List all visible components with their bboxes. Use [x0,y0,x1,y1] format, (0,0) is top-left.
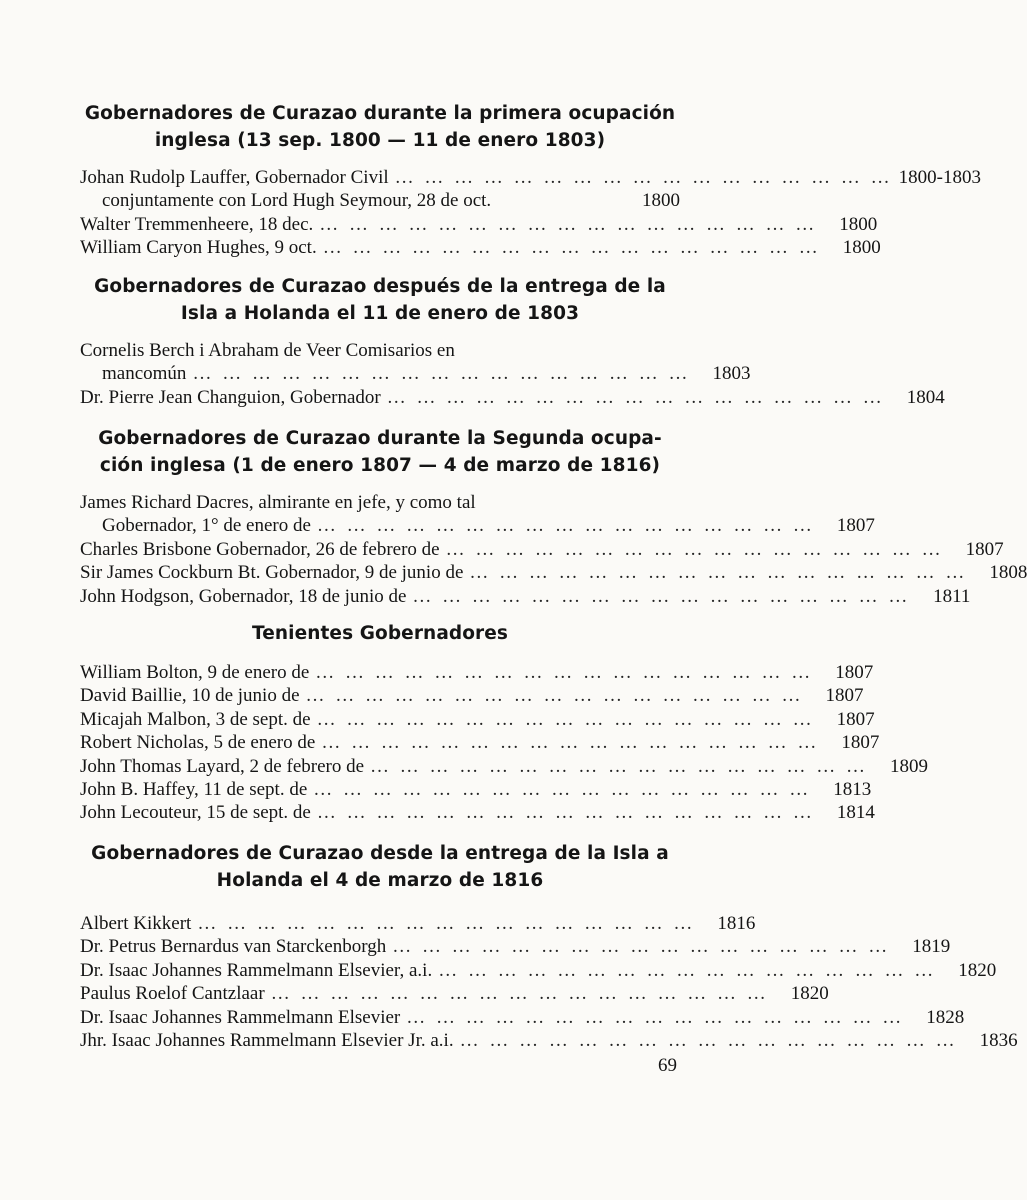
heading-line: ción inglesa (1 de enero 1807 — 4 de marzo de 1816) [99,455,661,476]
entry-year: 1809 [890,755,929,777]
entry-name: David Baillie, 10 de junio de [80,685,300,707]
entry-year: 1820 [958,959,997,981]
dot-leader [311,801,821,824]
heading-line: Gobernadores de Curazao desde la entrega de la Isla a [91,843,669,864]
section-second-english-occupation [80,425,1027,608]
dot-leader [386,935,896,958]
entry-year: 1813 [833,779,872,801]
entry-year: 1804 [906,386,945,408]
section-after-delivery-1816 [80,840,1018,1052]
entry-name: John Lecouteur, 15 de sept. de [80,802,311,824]
list-item [80,386,945,409]
entry-year: 1811 [933,585,971,607]
list-item [80,561,1027,584]
entry-year: 1807 [836,515,875,537]
dot-leader [313,213,823,236]
heading-line: Gobernadores de Curazao después de la entrega de la [94,276,666,297]
section-heading [80,273,680,327]
entry-name: John Thomas Layard, 2 de febrero de [80,755,365,777]
entry-name: Dr. Pierre Jean Changuion, Gobernador [80,386,381,408]
list-item [80,959,997,982]
entry-name: Walter Tremmenheere, 18 dec. [80,213,314,235]
entry-year: 1808 [989,562,1027,584]
list-item [80,236,881,259]
list-item [80,684,864,707]
list-item [80,1029,1018,1052]
heading-line: Gobernadores de Curazao durante la Segunda ocupa- [98,428,662,449]
dot-leader [315,731,825,754]
entry-year: 1807 [965,538,1004,560]
entry-name: Jhr. Isaac Johannes Rammelmann Elsevier Jr. a.i. [80,1030,454,1052]
governor-list [80,661,929,825]
section-lieutenant-governors [80,620,929,825]
dot-leader [463,561,973,584]
entry-name: Sir James Cockburn Bt. Gobernador, 9 de junio de [80,562,464,584]
heading-line: inglesa (13 sep. 1800 — 11 de enero 1803) [154,130,606,151]
list-item [80,585,971,608]
governor-list [80,166,981,260]
entry-name-line: James Richard Dacres, almirante en jefe, y como tal [80,492,476,513]
entry-year: 1807 [825,685,864,707]
heading-line: Isla a Holanda el 11 de enero de 1803 [180,303,580,324]
entry-name: Gobernador, 1° de enero de [102,515,311,537]
entry-year: 1800 [642,190,680,212]
entry-name: William Caryon Hughes, 9 oct. [80,237,317,259]
dot-leader [265,982,775,1005]
list-item [80,731,880,754]
entry-name: mancomún [102,363,187,385]
dot-leader [400,1006,910,1029]
dot-leader [311,514,821,537]
entry-year: 1800 [842,237,881,259]
dot-leader [186,362,696,385]
list-item [80,1006,965,1029]
entry-name: Albert Kikkert [80,913,192,934]
dot-leader [454,1029,964,1052]
section-heading [80,425,680,479]
list-item [80,935,951,958]
dot-leader [440,538,950,561]
list-item [80,661,874,684]
governor-list [80,912,1018,1052]
entry-name: William Bolton, 9 de enero de [80,662,310,683]
list-item [80,708,875,731]
dot-leader [389,166,899,189]
dot-leader [307,778,817,801]
dot-leader [309,661,819,684]
list-item [80,801,875,824]
entry-year: 1807 [836,708,875,730]
dot-leader [364,755,874,778]
entry-name: Micajah Malbon, 3 de sept. de [80,708,311,730]
section-after-delivery-1803 [80,273,945,409]
dot-leader [381,386,891,409]
dot-leader [300,684,810,707]
list-item [80,189,680,212]
entry-name-line: Cornelis Berch i Abraham de Veer Comisarios en [80,340,455,361]
heading-line: Holanda el 4 de marzo de 1816 [216,870,544,891]
dot-leader [406,585,916,608]
dot-leader [317,236,827,259]
list-item [80,491,875,538]
governor-list [80,491,1027,608]
entry-name: Paulus Roelof Cantzlaar [80,983,265,1005]
heading-line: Gobernadores de Curazao durante la primera ocupación [84,103,676,124]
entry-year: 1816 [717,913,756,934]
entry-year: 1814 [836,802,875,824]
entry-year: 1800 [839,213,878,235]
entry-year: 1803 [712,363,751,385]
entry-name: John Hodgson, Gobernador, 18 de junio de [80,585,407,607]
section-heading [80,840,680,894]
entry-year: 1819 [912,936,951,958]
list-item [80,778,872,801]
entry-year: 1828 [926,1006,965,1028]
list-item [80,755,929,778]
section-heading [80,100,680,154]
section-first-english-occupation [80,100,981,260]
list-item [80,166,981,189]
entry-name: conjuntamente con Lord Hugh Seymour, 28 de oct. [102,190,492,212]
dot-leader [311,708,821,731]
entry-name: Dr. Isaac Johannes Rammelmann Elsevier, a.i. [80,959,433,981]
list-item [80,339,751,386]
list-item [80,912,756,935]
section-heading [80,620,680,647]
entry-year: 1807 [841,732,880,754]
entry-name: Dr. Petrus Bernardus van Starckenborgh [80,936,387,958]
list-item [80,213,878,236]
dot-leader [432,959,942,982]
entry-year: 1807 [835,662,874,683]
page-number: 69 [658,1055,677,1076]
entry-name: Johan Rudolp Lauffer, Gobernador Civil [80,167,389,188]
heading-line: Tenientes Gobernadores [251,623,509,644]
list-item [80,538,1004,561]
entry-year: 1800-1803 [898,167,981,188]
entry-name: Robert Nicholas, 5 de enero de [80,732,316,754]
entry-name: John B. Haffey, 11 de sept. de [80,779,308,801]
entry-name: Dr. Isaac Johannes Rammelmann Elsevier [80,1006,401,1028]
entry-name: Charles Brisbone Gobernador, 26 de febrero de [80,538,440,560]
list-item [80,982,829,1005]
dot-leader [191,912,701,935]
entry-year: 1836 [979,1030,1018,1052]
governor-list [80,339,945,409]
entry-year: 1820 [790,983,829,1005]
